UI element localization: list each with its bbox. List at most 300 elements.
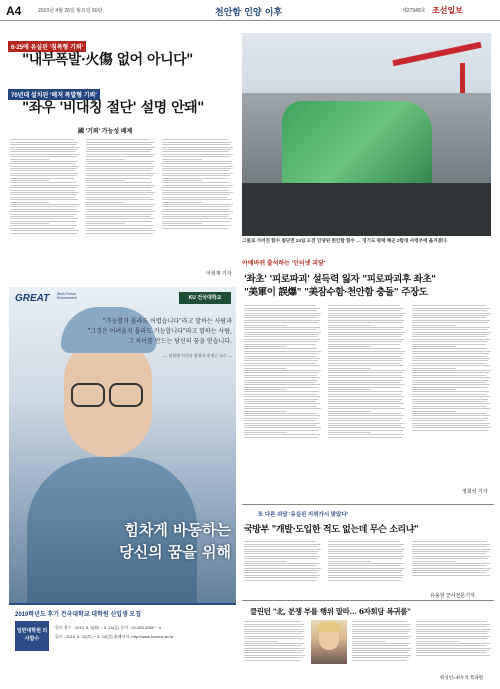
body-text-line — [244, 370, 321, 371]
story2-label: 70년대 설치된 '해저 폭발형 기뢰' — [8, 82, 100, 101]
body-text-line — [328, 389, 371, 390]
body-text-line — [244, 344, 316, 345]
body-text-line — [10, 194, 77, 195]
body-text-line — [328, 546, 401, 547]
body-text-line — [416, 633, 487, 634]
body-text-line — [244, 546, 317, 547]
body-text-line — [10, 214, 77, 215]
story2-headline[interactable]: "좌우 '비대칭 절단' 설명 안돼" — [22, 100, 204, 116]
body-text-line — [416, 645, 487, 646]
story5-body-col2 — [352, 620, 412, 680]
body-text-line — [244, 322, 318, 323]
body-text-line — [244, 310, 317, 311]
page-header — [0, 0, 500, 21]
ad-quote-credit: — 심장병 이식의 권위자 송명근 교수 — — [163, 353, 232, 358]
story3-headline[interactable]: '좌초' '피로파괴' 설득력 잃자 "피로파괴후 좌초" "美軍이 誤爆" "美잠수함·천안함 충돌" 주장도 — [244, 274, 436, 298]
body-text-line — [328, 353, 403, 354]
body-text-line — [328, 368, 371, 369]
body-text-line — [244, 408, 321, 409]
body-text-line — [162, 185, 233, 186]
story4-headline[interactable]: 국방부 "개발·도입한 적도 없는데 무슨 소리냐" — [244, 525, 419, 535]
body-text-line — [10, 163, 76, 164]
body-text-line — [412, 403, 490, 404]
body-text-line — [244, 320, 320, 321]
body-text-line — [86, 197, 150, 198]
body-text-line — [416, 624, 490, 625]
body-text-line — [244, 377, 320, 378]
body-text-line — [86, 168, 153, 169]
body-text-line — [10, 211, 79, 212]
body-text-line — [328, 313, 405, 314]
body-text-line — [328, 568, 405, 569]
body-text-line — [412, 399, 488, 400]
body-text-line — [352, 621, 407, 622]
body-text-line — [244, 434, 320, 435]
ad-quote: "가능할거 몰라도 어렵습니다"라고 말하는 사람과 "그것은 어려울지 몰라도 가능합니다"라고 말하는 사람, 그 차이를 만드는 당신의 꿈을 믿습니다. — [87, 318, 232, 345]
body-text-line — [328, 565, 401, 566]
body-text-line — [162, 209, 229, 210]
body-text-line — [244, 577, 318, 578]
body-text-line — [412, 327, 490, 328]
school-logo: KU 건국대학교 — [179, 292, 231, 304]
body-text-line — [162, 216, 228, 217]
body-text-line — [244, 327, 320, 328]
body-text-line — [416, 650, 489, 651]
body-text-line — [412, 377, 490, 378]
story5-reporter: 워싱턴=최우석 특파원 — [440, 675, 484, 680]
story2-reporter: 이위재 기자 — [206, 271, 232, 277]
body-text-line — [244, 437, 318, 438]
body-text-line — [412, 406, 487, 407]
body-text-line — [412, 315, 489, 316]
body-text-line — [328, 332, 405, 333]
body-text-line — [244, 423, 320, 424]
ad-footer-title: 2010학년도 후기 건국대학교 대학원 신입생 모집 — [15, 612, 142, 618]
body-text-line — [412, 387, 487, 388]
body-text-line — [162, 178, 228, 179]
body-text-line — [162, 175, 230, 176]
body-text-line — [244, 382, 316, 383]
body-text-line — [244, 396, 320, 397]
body-text-line — [328, 380, 402, 381]
body-text-line — [244, 308, 320, 309]
ship-salvage-photo — [242, 33, 491, 236]
body-text-line — [86, 142, 154, 143]
body-text-line — [10, 139, 74, 140]
body-text-line — [162, 223, 202, 224]
body-text-line — [162, 206, 231, 207]
university-advertisement[interactable] — [9, 287, 236, 659]
body-text-line — [244, 568, 321, 569]
body-text-line — [162, 197, 228, 198]
body-text-line — [244, 415, 320, 416]
body-text-line — [328, 387, 401, 388]
body-text-line — [412, 344, 486, 345]
body-text-line — [416, 636, 490, 637]
body-text-line — [244, 399, 318, 400]
body-text-line — [416, 631, 489, 632]
body-text-line — [162, 170, 229, 171]
body-text-line — [352, 626, 408, 627]
body-text-line — [412, 413, 486, 414]
body-text-line — [328, 375, 401, 376]
body-text-line — [412, 346, 456, 347]
body-text-line — [352, 650, 410, 651]
body-text-line — [328, 310, 401, 311]
body-text-line — [416, 643, 490, 644]
body-text-line — [328, 413, 401, 414]
body-text-line — [328, 561, 371, 562]
body-text-line — [416, 655, 490, 656]
body-text-line — [244, 363, 316, 364]
photo-caption: 그물로 가려진 함수 절단면 24일 오전 인양된 천안함 함수 … 경기도 평택 해군 2함대 사령부에 옮겨졌다. — [242, 238, 448, 243]
body-text-line — [416, 638, 488, 639]
body-text-line — [86, 139, 150, 140]
body-text-line — [352, 660, 407, 661]
body-text-line — [412, 336, 486, 337]
body-text-line — [244, 413, 317, 414]
body-text-line — [86, 166, 155, 167]
body-text-line — [244, 544, 320, 545]
issue-number: 제27948호 — [402, 8, 426, 14]
body-text-line — [10, 197, 74, 198]
body-text-line — [412, 553, 486, 554]
body-text-line — [86, 218, 154, 219]
body-text-line — [162, 214, 230, 215]
body-text-line — [412, 572, 486, 573]
body-text-line — [86, 144, 152, 145]
body-text-line — [412, 411, 456, 412]
body-text-line — [328, 356, 401, 357]
body-text-line — [244, 317, 317, 318]
clinton-photo — [311, 620, 347, 664]
body-text-line — [244, 650, 304, 651]
story2-body-col1 — [10, 138, 80, 274]
body-text-line — [328, 317, 401, 318]
body-text-line — [86, 192, 155, 193]
body-text-line — [328, 360, 402, 361]
body-text-line — [162, 151, 229, 152]
body-text-line — [352, 636, 411, 637]
body-text-line — [412, 365, 490, 366]
body-text-line — [244, 341, 318, 342]
body-text-line — [412, 396, 490, 397]
body-text-line — [162, 147, 233, 148]
body-text-line — [86, 228, 151, 229]
body-text-line — [244, 353, 319, 354]
body-text-line — [328, 570, 403, 571]
body-text-line — [412, 341, 488, 342]
story1-headline[interactable]: "내부폭발·火傷 없어 아니다" — [22, 52, 193, 68]
body-text-line — [10, 178, 74, 179]
body-text-line — [244, 334, 319, 335]
body-text-line — [328, 572, 401, 573]
divider — [242, 600, 494, 601]
body-text-line — [244, 541, 316, 542]
body-text-line — [86, 190, 151, 191]
body-text-line — [328, 432, 371, 433]
body-text-line — [86, 214, 153, 215]
body-text-line — [244, 313, 321, 314]
body-text-line — [162, 192, 233, 193]
body-text-line — [412, 320, 490, 321]
body-text-line — [10, 168, 77, 169]
body-text-line — [86, 211, 155, 212]
body-text-line — [86, 185, 155, 186]
body-text-line — [328, 406, 401, 407]
body-text-line — [328, 430, 403, 431]
body-text-line — [412, 358, 490, 359]
body-text-line — [244, 420, 316, 421]
body-text-line — [412, 380, 488, 381]
body-text-line — [328, 544, 404, 545]
body-text-line — [328, 358, 404, 359]
body-text-line — [412, 561, 456, 562]
body-text-line — [244, 368, 287, 369]
body-text-line — [244, 427, 321, 428]
body-text-line — [86, 154, 155, 155]
body-text-line — [412, 551, 489, 552]
body-text-line — [328, 549, 405, 550]
body-text-line — [244, 556, 320, 557]
body-text-line — [412, 575, 490, 576]
story3-body-col3 — [412, 304, 492, 486]
body-text-line — [328, 551, 403, 552]
glasses-right — [109, 383, 143, 407]
body-text-line — [244, 332, 321, 333]
body-text-line — [412, 370, 491, 371]
body-text-line — [328, 399, 402, 400]
body-text-line — [244, 563, 320, 564]
body-text-line — [328, 580, 400, 581]
page-number: A4 — [6, 4, 22, 18]
body-text-line — [328, 391, 403, 392]
body-text-line — [412, 423, 490, 424]
body-text-line — [328, 563, 404, 564]
body-text-line — [86, 180, 125, 181]
body-text-line — [86, 170, 151, 171]
body-text-line — [244, 356, 317, 357]
body-text-line — [244, 580, 316, 581]
ad-apply-button[interactable]: 일반대학원 의사합수 — [15, 621, 49, 651]
body-text-line — [244, 643, 304, 644]
story1-label: 6·25에 유실된 '침폭형 기뢰' — [8, 34, 86, 53]
body-text-line — [412, 391, 489, 392]
body-text-line — [244, 631, 304, 632]
body-text-line — [412, 408, 491, 409]
body-text-line — [328, 558, 402, 559]
body-text-line — [162, 149, 231, 150]
ad-slogan: GREAT — [15, 293, 50, 304]
story3-body-col2 — [328, 304, 406, 496]
body-text-line — [162, 173, 233, 174]
body-text-line — [328, 415, 404, 416]
body-text-line — [86, 178, 150, 179]
body-text-line — [328, 336, 401, 337]
body-text-line — [244, 549, 321, 550]
body-text-line — [412, 351, 491, 352]
body-text-line — [412, 556, 490, 557]
body-text-line — [244, 394, 317, 395]
body-text-line — [328, 411, 371, 412]
body-text-line — [86, 233, 153, 234]
body-text-line — [162, 168, 231, 169]
body-text-line — [412, 563, 490, 564]
body-text-line — [412, 425, 487, 426]
body-text-line — [412, 401, 486, 402]
body-text-line — [328, 401, 400, 402]
body-text-line — [244, 655, 305, 656]
body-text-line — [86, 151, 151, 152]
body-text-line — [416, 621, 486, 622]
body-text-line — [412, 375, 486, 376]
body-text-line — [244, 406, 317, 407]
story4-body-col3 — [412, 540, 492, 592]
body-text-line — [86, 159, 125, 160]
body-text-line — [10, 233, 77, 234]
body-text-line — [244, 638, 303, 639]
body-text-line — [352, 655, 411, 656]
body-text-line — [244, 375, 317, 376]
story4-body-col2 — [328, 540, 406, 598]
body-text-line — [412, 332, 491, 333]
body-text-line — [162, 156, 230, 157]
body-text-line — [416, 652, 487, 653]
body-text-line — [162, 180, 202, 181]
body-text-line — [412, 568, 491, 569]
body-text-line — [10, 147, 79, 148]
story2-byline: 國 '기뢰' 가능성 배제 — [78, 129, 133, 135]
body-text-line — [86, 204, 155, 205]
body-text-line — [86, 230, 155, 231]
body-text-line — [412, 558, 488, 559]
body-text-line — [10, 223, 49, 224]
ad-title: 힘차게 바동하는 당신의 꿈을 위해 — [119, 521, 231, 561]
body-text-line — [162, 159, 202, 160]
body-text-line — [244, 652, 302, 653]
glasses-left — [71, 383, 105, 407]
body-text-line — [328, 420, 400, 421]
body-text-line — [412, 384, 490, 385]
ad-footer-info: 원서 접수 : 2010. 5. 3(월) ~ 5. 14(금) 문의 : 02-450-3060 ~ 4 입시 : 2010. 5. 22(토) ~ 5. 23(일) 홈페이지: http://www.konkuk.ac.kr — [55, 625, 174, 639]
body-text-line — [10, 216, 74, 217]
body-text-line — [328, 322, 402, 323]
body-text-line — [328, 384, 404, 385]
body-text-line — [412, 565, 487, 566]
body-text-line — [10, 149, 77, 150]
story5-body-col3 — [416, 620, 492, 674]
body-text-line — [86, 221, 152, 222]
body-text-line — [244, 365, 320, 366]
body-text-line — [328, 377, 404, 378]
body-text-line — [244, 572, 317, 573]
body-text-line — [10, 154, 79, 155]
body-text-line — [86, 161, 154, 162]
body-text-line — [10, 190, 75, 191]
body-text-line — [162, 228, 229, 229]
body-text-line — [244, 657, 303, 658]
body-text-line — [162, 139, 228, 140]
body-text-line — [244, 418, 318, 419]
body-text-line — [412, 363, 486, 364]
body-text-line — [10, 151, 75, 152]
body-text-line — [86, 182, 152, 183]
body-text-line — [86, 163, 152, 164]
body-text-line — [244, 305, 316, 306]
body-text-line — [10, 225, 77, 226]
body-text-line — [412, 360, 488, 361]
body-text-line — [328, 329, 401, 330]
body-text-line — [328, 315, 403, 316]
body-text-line — [412, 418, 488, 419]
story5-headline[interactable]: 클린턴 "北, 분쟁 부를 행위 말라… 6자회담 복귀를" — [250, 607, 411, 616]
body-text-line — [352, 652, 408, 653]
body-text-line — [328, 575, 404, 576]
body-text-line — [244, 389, 287, 390]
body-text-line — [10, 206, 77, 207]
story3-reporter: 정희석 기자 — [462, 489, 488, 495]
body-text-line — [244, 570, 319, 571]
body-text-line — [416, 626, 487, 627]
body-text-line — [416, 629, 491, 630]
body-text-line — [162, 225, 231, 226]
body-text-line — [328, 556, 404, 557]
body-text-line — [328, 372, 403, 373]
body-text-line — [244, 351, 321, 352]
body-text-line — [328, 325, 371, 326]
body-text-line — [412, 394, 486, 395]
body-text-line — [162, 163, 230, 164]
body-text-line — [10, 228, 75, 229]
body-text-line — [412, 322, 488, 323]
body-text-line — [412, 544, 490, 545]
body-text-line — [328, 553, 401, 554]
body-text-line — [10, 144, 76, 145]
body-text-line — [10, 161, 78, 162]
body-text-line — [412, 546, 487, 547]
body-text-line — [328, 339, 404, 340]
body-text-line — [416, 648, 491, 649]
story4-kicker: 또 다른 괴담 '유실된 지뢰가시 맞았다' — [258, 512, 348, 518]
body-text-line — [86, 175, 153, 176]
body-text-line — [10, 175, 77, 176]
body-text-line — [328, 403, 404, 404]
body-text-line — [162, 166, 233, 167]
body-text-line — [244, 624, 304, 625]
body-text-line — [86, 206, 153, 207]
body-text-line — [244, 660, 301, 661]
body-text-line — [244, 346, 287, 347]
body-text-line — [244, 645, 302, 646]
body-text-line — [86, 187, 153, 188]
body-text-line — [328, 320, 404, 321]
issue-date: 2010년 4월 26일 월요일 50판 — [38, 8, 103, 14]
body-text-line — [10, 156, 77, 157]
body-text-line — [162, 221, 230, 222]
body-text-line — [162, 182, 230, 183]
body-text-line — [412, 356, 486, 357]
body-text-line — [162, 154, 233, 155]
body-text-line — [86, 147, 155, 148]
body-text-line — [412, 389, 456, 390]
section-title: 천안함 인양 이후 — [215, 8, 283, 18]
body-text-line — [412, 372, 489, 373]
body-text-line — [328, 327, 404, 328]
body-text-line — [162, 194, 230, 195]
body-text-line — [328, 427, 405, 428]
body-text-line — [412, 368, 456, 369]
body-text-line — [244, 348, 317, 349]
